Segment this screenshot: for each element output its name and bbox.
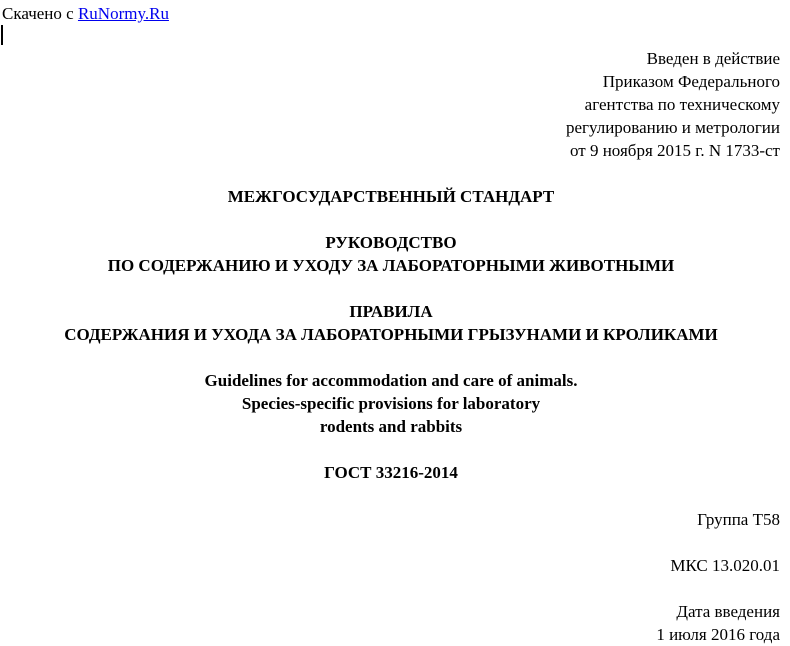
russian-subtitle-line-1: ПРАВИЛА [349, 302, 433, 321]
enactment-line: агентства по техническому [584, 95, 780, 114]
russian-subtitle [0, 300, 782, 346]
group-code-text: Группа Т58 [697, 510, 780, 529]
standard-type-text: МЕЖГОСУДАРСТВЕННЫЙ СТАНДАРТ [227, 187, 555, 206]
enactment-line: от 9 ноября 2015 г. N 1733-ст [570, 141, 780, 160]
source-prefix: Скачено с [2, 4, 78, 23]
enactment-line: регулированию и метрологии [565, 118, 780, 137]
russian-subtitle-line-2: СОДЕРЖАНИЯ И УХОДА ЗА ЛАБОРАТОРНЫМИ ГРЫЗУНАМИ И КРОЛИКАМИ [64, 325, 718, 344]
english-title-line-3: rodents and rabbits [319, 417, 463, 436]
english-title [0, 369, 782, 438]
gost-number [0, 461, 782, 484]
russian-title [0, 231, 782, 277]
introduction-date [656, 600, 780, 646]
introduction-date-label: Дата введения [676, 602, 780, 621]
introduction-date-value: 1 июля 2016 года [656, 625, 780, 644]
english-title-line-2: Species-specific provisions for laboratory [241, 394, 541, 413]
group-code [697, 508, 780, 531]
source-line [2, 2, 169, 25]
enactment-note [566, 47, 780, 162]
source-link[interactable]: RuNormy.Ru [77, 4, 169, 23]
russian-title-line-1: РУКОВОДСТВО [325, 233, 457, 252]
russian-title-line-2: ПО СОДЕРЖАНИЮ И УХОДУ ЗА ЛАБОРАТОРНЫМИ ЖИВОТНЫМИ [107, 256, 675, 275]
mks-code-text: МКС 13.020.01 [670, 556, 780, 575]
english-title-line-1: Guidelines for accommodation and care of animals. [204, 371, 578, 390]
enactment-line: Приказом Федерального [602, 72, 780, 91]
standard-type-heading [0, 185, 782, 208]
enactment-line: Введен в действие [646, 49, 780, 68]
text-cursor [1, 25, 3, 45]
mks-code [670, 554, 780, 577]
gost-number-text: ГОСТ 33216-2014 [324, 463, 458, 482]
